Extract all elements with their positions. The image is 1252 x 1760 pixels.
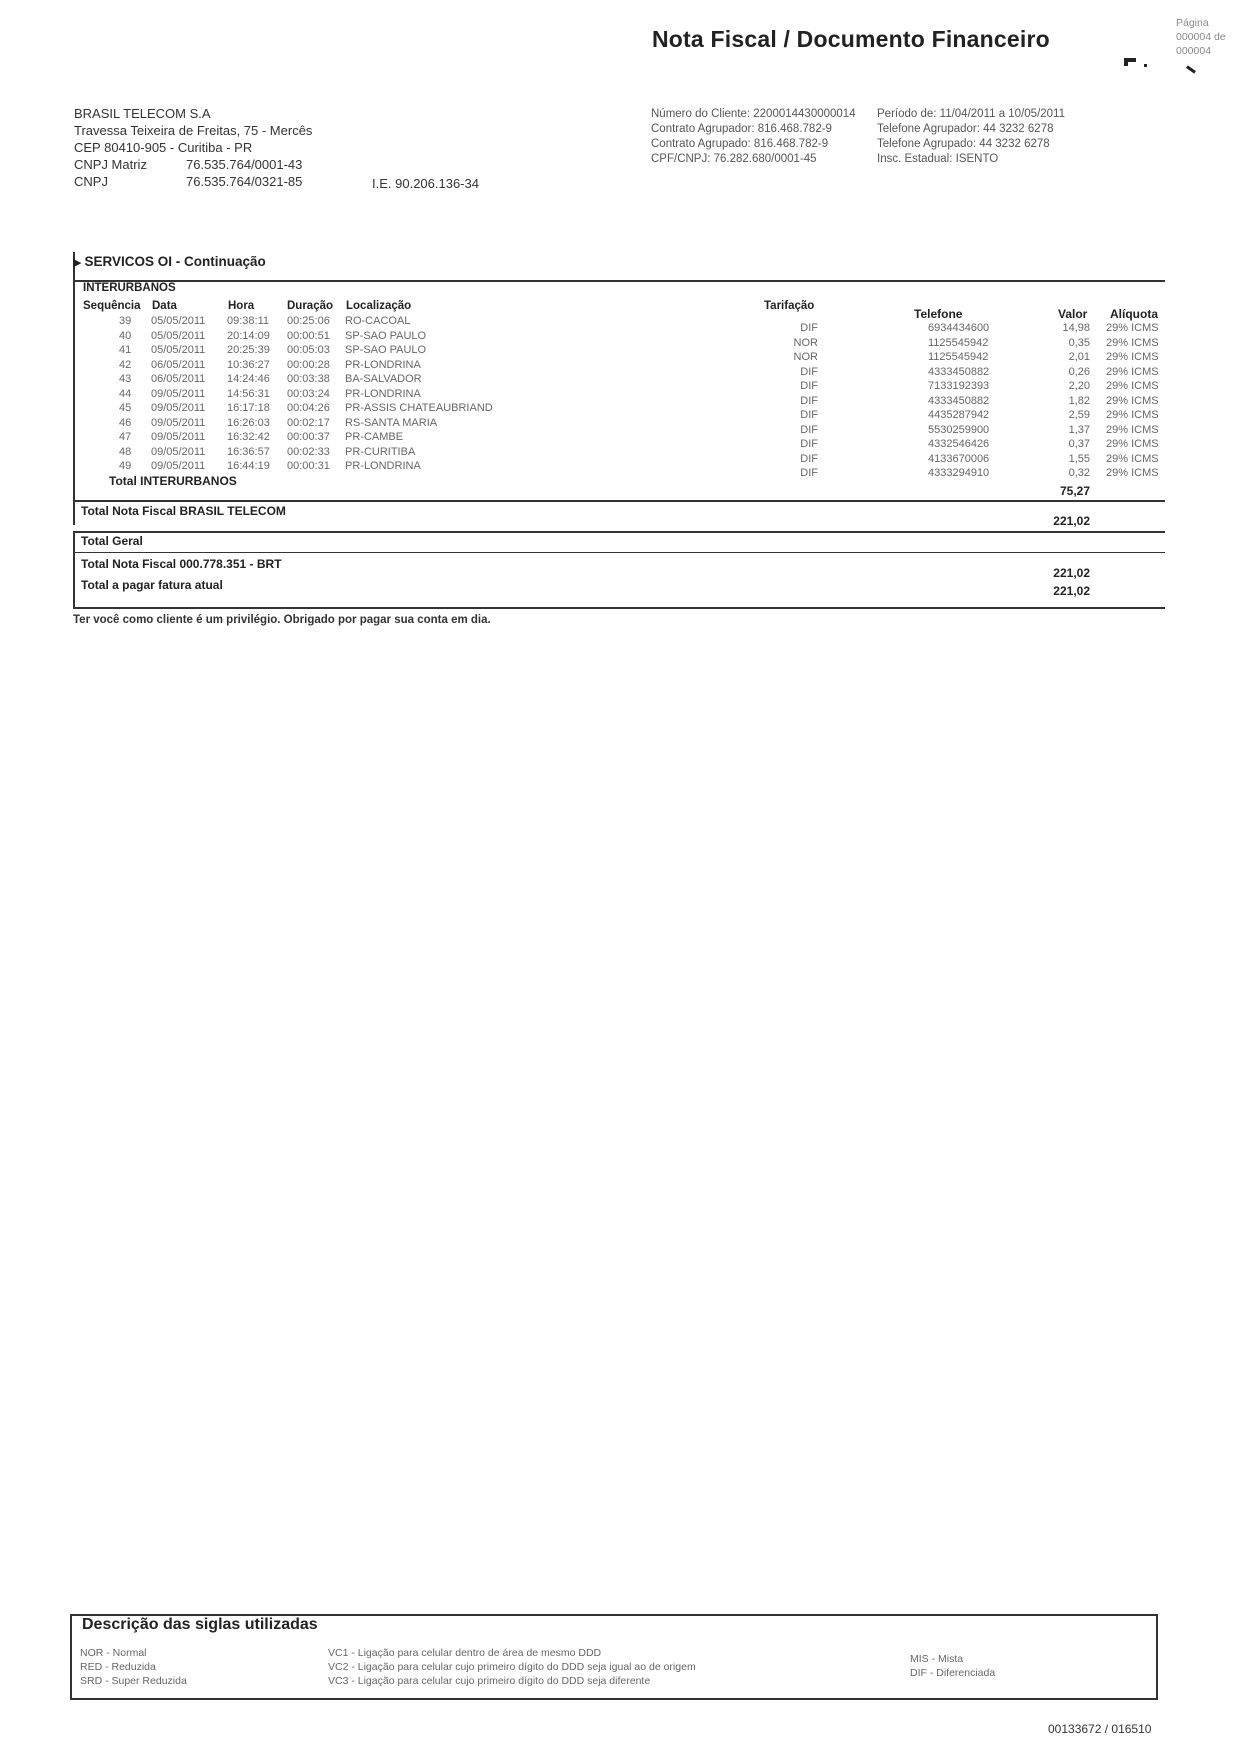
cell-data: 09/05/2011 — [151, 460, 206, 472]
legend-col-2 — [328, 1646, 696, 1688]
cell-seq: 44 — [119, 387, 132, 400]
cell-telefone: 4333294910 — [928, 467, 990, 479]
cell-telefone: 4333450882 — [928, 394, 990, 407]
section-subtitle: INTERURBANOS — [83, 282, 176, 294]
cell-valor: 0,26 — [1068, 365, 1090, 378]
cell-seq: 46 — [119, 416, 132, 429]
total-nf2-label: Total Nota Fiscal 000.778.351 - BRT — [81, 557, 282, 571]
legend-col-3 — [910, 1652, 995, 1680]
cell-tarifacao: NOR — [793, 351, 818, 363]
cell-valor: 0,37 — [1068, 438, 1090, 450]
total-divider — [73, 531, 1165, 533]
cell-local: PR-LONDRINA — [345, 387, 421, 400]
cnpj-matriz-value: 76.535.764/0001-43 — [186, 157, 303, 172]
client-number: Número do Cliente: 2200014430000014 — [651, 108, 856, 120]
col-duracao-header: Duração — [287, 300, 334, 312]
cell-local: BA-SALVADOR — [345, 373, 422, 385]
cell-seq: 49 — [119, 460, 132, 472]
cell-hora: 16:32:42 — [227, 431, 270, 443]
cell-aliquota: 29% ICMS — [1106, 452, 1159, 465]
cell-local: PR-CURITIBA — [345, 445, 416, 458]
cell-local: SP-SAO PAULO — [345, 344, 427, 356]
cell-local: PR-ASSIS CHATEAUBRIAND — [345, 402, 493, 414]
cell-aliquota: 29% ICMS — [1106, 336, 1159, 349]
col-telefone-header: Telefone — [914, 307, 963, 321]
total-pagar-label: Total a pagar fatura atual — [81, 578, 223, 592]
cell-local: PR-CAMBE — [345, 431, 404, 443]
col-tarifacao-header: Tarifação — [764, 300, 815, 312]
col-seq-header: Sequência — [83, 300, 141, 312]
scan-mark — [1144, 64, 1147, 67]
cell-hora: 14:24:46 — [227, 373, 270, 385]
col-data-header: Data — [152, 300, 177, 312]
cell-data: 09/05/2011 — [151, 402, 206, 414]
cell-tarifacao: DIF — [800, 452, 818, 465]
cell-hora: 09:38:11 — [227, 315, 270, 327]
total-divider — [73, 607, 1165, 609]
section-left-bar — [73, 252, 75, 525]
total-divider — [73, 500, 1165, 502]
cpf-cnpj: CPF/CNPJ: 76.282.680/0001-45 — [651, 153, 817, 165]
cell-telefone: 7133192393 — [928, 380, 990, 392]
inscricao-estadual-client: Insc. Estadual: ISENTO — [877, 153, 999, 165]
legend-col-1 — [80, 1646, 187, 1688]
cell-duracao: 00:03:24 — [287, 387, 330, 400]
cell-valor: 14,98 — [1062, 322, 1090, 334]
total-nf-brt-value: 221,02 — [1053, 514, 1090, 528]
cell-data: 09/05/2011 — [151, 445, 206, 458]
cell-seq: 47 — [119, 431, 132, 443]
cell-valor: 1,55 — [1068, 452, 1090, 465]
cell-valor: 0,32 — [1068, 467, 1090, 479]
cell-hora: 20:25:39 — [227, 344, 270, 356]
cell-aliquota: 29% ICMS — [1106, 467, 1159, 479]
cell-valor: 1,82 — [1068, 394, 1090, 407]
cell-seq: 45 — [119, 402, 132, 414]
total-nf2-value: 221,02 — [1053, 566, 1090, 580]
cell-duracao: 00:25:06 — [287, 315, 330, 327]
cell-aliquota: 29% ICMS — [1106, 322, 1159, 334]
cell-data: 05/05/2011 — [151, 344, 206, 356]
cell-data: 09/05/2011 — [151, 431, 206, 443]
cell-telefone: 4332546426 — [928, 438, 990, 450]
col-aliquota-header: Alíquota — [1110, 307, 1158, 321]
cell-data: 06/05/2011 — [151, 373, 206, 385]
cell-tarifacao: DIF — [800, 409, 818, 421]
triangle-right-icon: ▶ — [73, 257, 82, 269]
cell-telefone: 5530259900 — [928, 423, 990, 436]
cell-tarifacao: DIF — [800, 467, 818, 479]
cell-valor: 2,01 — [1068, 351, 1090, 363]
total-interurbanos-label: Total INTERURBANOS — [109, 474, 237, 488]
issuer-address: Travessa Teixeira de Freitas, 75 - Mercês — [74, 123, 313, 138]
cnpj-matriz-row — [74, 156, 312, 173]
cell-local: SP-SAO PAULO — [345, 329, 427, 342]
telefone-agrupado: Telefone Agrupado: 44 3232 6278 — [877, 138, 1050, 150]
cell-duracao: 00:03:38 — [287, 373, 330, 385]
cell-local: PR-LONDRINA — [345, 460, 421, 472]
client-info-left — [651, 107, 856, 167]
issuer-cep: CEP 80410-905 - Curitiba - PR — [74, 140, 253, 155]
cell-hora: 16:44:19 — [227, 460, 270, 472]
cell-aliquota: 29% ICMS — [1106, 394, 1159, 407]
issuer-name: BRASIL TELECOM S.A — [74, 106, 211, 121]
cell-telefone: 6934434600 — [928, 322, 990, 334]
col-hora-header: Hora — [228, 300, 255, 312]
cell-local: RS-SANTA MARIA — [345, 416, 438, 429]
cell-aliquota: 29% ICMS — [1106, 380, 1159, 392]
cell-telefone: 4435287942 — [928, 409, 990, 421]
cell-aliquota: 29% ICMS — [1106, 409, 1159, 421]
cell-valor: 2,20 — [1068, 380, 1090, 392]
cnpj-label: CNPJ — [74, 174, 108, 189]
cell-tarifacao: NOR — [793, 336, 818, 349]
cell-aliquota: 29% ICMS — [1106, 423, 1159, 436]
client-info-right — [877, 107, 1065, 167]
cell-data: 05/05/2011 — [151, 315, 206, 327]
cell-hora: 16:17:18 — [227, 402, 270, 414]
cell-aliquota: 29% ICMS — [1106, 365, 1159, 378]
thanks-message: Ter você como cliente é um privilégio. Obrigado por pagar sua conta em dia. — [73, 614, 491, 626]
section-title — [73, 254, 266, 269]
legend-box — [70, 1614, 1158, 1700]
scan-mark — [1186, 65, 1196, 73]
cell-local: RO-CACOAL — [345, 315, 411, 327]
legend-item: VC3 - Ligação para celular cujo primeiro dígito do DDD seja diferente — [328, 1675, 651, 1687]
legend-item: NOR - Normal — [80, 1647, 147, 1659]
cell-seq: 43 — [119, 373, 132, 385]
cell-duracao: 00:04:26 — [287, 402, 330, 414]
cell-duracao: 00:00:51 — [287, 329, 330, 342]
cell-duracao: 00:05:03 — [287, 344, 330, 356]
total-pagar-value: 221,02 — [1053, 584, 1090, 598]
cell-seq: 39 — [119, 315, 132, 327]
cell-hora: 16:36:57 — [227, 445, 270, 458]
cell-duracao: 00:00:28 — [287, 358, 330, 371]
cell-tarifacao: DIF — [800, 322, 818, 334]
cell-hora: 16:26:03 — [227, 416, 270, 429]
cell-tarifacao: DIF — [800, 365, 818, 378]
issuer-block — [74, 105, 312, 190]
legend-item: VC1 - Ligação para celular dentro de área de mesmo DDD — [328, 1647, 602, 1659]
cell-tarifacao: DIF — [800, 380, 818, 392]
cell-seq: 40 — [119, 329, 132, 342]
cell-tarifacao: DIF — [800, 438, 818, 450]
cell-telefone: 4133670006 — [928, 452, 990, 465]
cell-telefone: 4333450882 — [928, 365, 990, 378]
cell-local: PR-LONDRINA — [345, 358, 421, 371]
page-total: 000004 — [1176, 45, 1212, 57]
legend-item: MIS - Mista — [910, 1653, 964, 1665]
scan-mark — [1124, 58, 1128, 66]
telefone-agrupador: Telefone Agrupador: 44 3232 6278 — [877, 123, 1054, 135]
cell-seq: 42 — [119, 358, 132, 371]
legend-title: Descrição das siglas utilizadas — [82, 1616, 318, 1633]
cell-seq: 41 — [119, 344, 132, 356]
page-label: Página — [1176, 17, 1209, 29]
cell-valor: 1,37 — [1068, 423, 1090, 436]
legend-item: VC2 - Ligação para celular cujo primeiro dígito do DDD seja igual ao de origem — [328, 1661, 696, 1673]
legend-item: RED - Reduzida — [80, 1661, 156, 1673]
contrato-agrupador: Contrato Agrupador: 816.468.782-9 — [651, 123, 832, 135]
page-current: 000004 de — [1176, 31, 1226, 43]
cell-telefone: 1125545942 — [928, 336, 989, 349]
total-divider — [73, 552, 1165, 553]
cell-data: 09/05/2011 — [151, 387, 206, 400]
cell-aliquota: 29% ICMS — [1106, 438, 1159, 450]
total-geral-label: Total Geral — [81, 534, 143, 548]
section-title-text: SERVICOS OI - Continuação — [84, 254, 266, 269]
page-info — [1176, 16, 1226, 58]
cnpj-row — [74, 173, 312, 190]
cell-data: 09/05/2011 — [151, 416, 206, 429]
legend-item: DIF - Diferenciada — [910, 1667, 996, 1679]
col-valor-header: Valor — [1058, 307, 1088, 321]
cell-valor: 2,59 — [1068, 409, 1090, 421]
cell-tarifacao: DIF — [800, 394, 818, 407]
cell-data: 05/05/2011 — [151, 329, 206, 342]
cnpj-matriz-label: CNPJ Matriz — [74, 157, 147, 172]
total-nf-brt-label: Total Nota Fiscal BRASIL TELECOM — [81, 504, 286, 518]
document-number: 00133672 / 016510 — [1048, 1722, 1152, 1736]
inscricao-estadual: I.E. 90.206.136-34 — [372, 176, 479, 191]
document-title: Nota Fiscal / Documento Financeiro — [652, 26, 1050, 52]
cell-duracao: 00:00:31 — [287, 460, 330, 472]
cell-hora: 14:56:31 — [227, 387, 270, 400]
cell-aliquota: 29% ICMS — [1106, 351, 1159, 363]
cell-hora: 20:14:09 — [227, 329, 270, 342]
cell-duracao: 00:02:17 — [287, 416, 330, 429]
legend-item: SRD - Super Reduzida — [80, 1675, 187, 1687]
cell-duracao: 00:02:33 — [287, 445, 330, 458]
col-local-header: Localização — [346, 300, 412, 312]
cell-valor: 0,35 — [1068, 336, 1090, 349]
periodo: Período de: 11/04/2011 a 10/05/2011 — [877, 108, 1065, 120]
cell-seq: 48 — [119, 445, 132, 458]
cell-telefone: 1125545942 — [928, 351, 989, 363]
total-interurbanos-value: 75,27 — [1059, 484, 1090, 498]
cell-tarifacao: DIF — [800, 423, 818, 436]
totals-left-bar — [73, 531, 75, 609]
section-divider — [73, 280, 1165, 282]
cell-duracao: 00:00:37 — [287, 431, 330, 443]
cell-hora: 10:36:27 — [227, 358, 270, 371]
cnpj-value: 76.535.764/0321-85 — [186, 174, 303, 189]
cell-data: 06/05/2011 — [151, 358, 206, 371]
contrato-agrupado: Contrato Agrupado: 816.468.782-9 — [651, 138, 829, 150]
